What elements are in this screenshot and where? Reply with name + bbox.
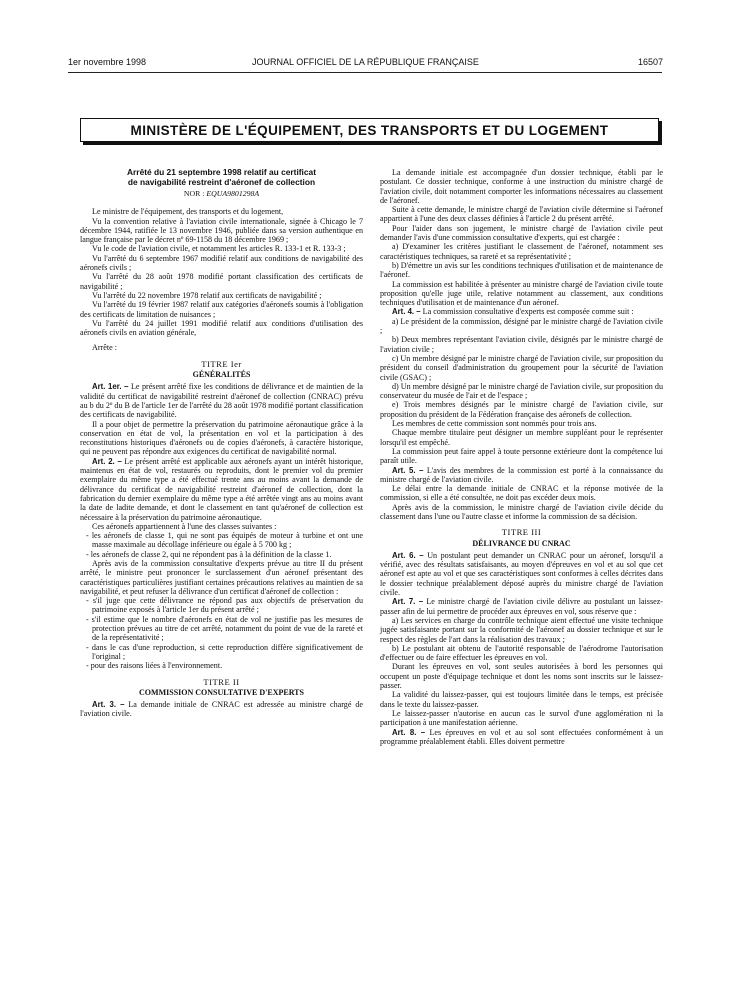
article-1-label: Art. 1er. – — [92, 382, 129, 392]
article-7-label: Art. 7. – — [392, 597, 424, 607]
paragraph: c) Un membre désigné par le ministre chargé de l'aviation civile, sur proposition du président du conseil d'administration du groupement pour la sécurité de l'aviation civile (GSAC) ; — [380, 353, 663, 382]
paragraph: Suite à cette demande, le ministre chargé de l'aviation civile détermine si l'aéronef appartient à l'une des deux classes définies à l'article 2 du présent arrêté. — [380, 205, 663, 224]
header-journal-name: JOURNAL OFFICIEL DE LA RÉPUBLIQUE FRANÇAISE — [252, 57, 479, 67]
paragraph: e) Trois membres désignés par le ministre chargé de l'aviation civile, sur proposition du président de la Fédération française des aéronefs de collection. — [380, 400, 663, 419]
article-8 — [380, 728, 663, 747]
intro-paragraph: Le ministre de l'équipement, des transports et du logement, — [92, 207, 284, 217]
titre-2-heading: TITRE II — [203, 676, 240, 687]
intro-paragraph: Vu l'arrêté du 19 février 1987 relatif aux catégories d'aéronefs soumis à l'obligation des certificats de limitation de nuisances ; — [80, 300, 363, 319]
article-1 — [80, 382, 363, 419]
article-5-text: L'avis des membres de la commission est porté à la connaissance du ministre chargé de l'aviation civile. — [380, 465, 663, 484]
article-3 — [80, 700, 363, 719]
paragraph: d) Un membre désigné par le ministre chargé de l'aviation civile, sur proposition du conservateur du musée de l'air et de l'espace ; — [380, 381, 663, 401]
titre-3-name: DÉLIVRANCE DU CNRAC — [472, 538, 571, 548]
article-4 — [380, 307, 663, 316]
intro-paragraph: Vu l'arrêté du 24 juillet 1991 modifié relatif aux conditions d'utilisation des aéronefs civils en aviation générale, — [80, 318, 363, 338]
decree-title-line2: de navigabilité restreint d'aéronef de collection — [127, 176, 316, 187]
nor-reference — [80, 189, 363, 198]
intro-paragraph: Vu le code de l'aviation civile, et notamment les articles R. 133-1 et R. 133-3 ; — [92, 244, 346, 254]
list-item: - s'il juge que cette délivrance ne répond pas aux objectifs de préservation du patrimoine exposés à l'article 1er du présent arrêté ; — [80, 596, 363, 615]
paragraph: Le laissez-passer n'autorise en aucun cas le survol d'une agglomération ni la participation à une manifestation aérienne. — [380, 708, 663, 728]
intro-paragraph: Vu l'arrêté du 28 août 1978 modifié portant classification des certificats de navigabilité ; — [80, 272, 363, 291]
article-2-classes-intro: Ces aéronefs appartiennent à l'une des classes suivantes : — [92, 521, 277, 531]
header-rule — [68, 72, 662, 73]
article-7-text: Le ministre chargé de l'aviation civile délivre au postulant un laissez-passer afin de lui permettre de procéder aux épreuves en vol, sous réserve que : — [380, 597, 663, 616]
list-item: - dans le cas d'une reproduction, si cette reproduction diffère significativement de l'original ; — [80, 643, 363, 662]
article-4-label: Art. 4. – — [392, 307, 421, 317]
paragraph: Chaque membre titulaire peut désigner un membre suppléant pour le représenter lorsqu'il est empêché. — [380, 428, 663, 447]
article-5-label: Art. 5. – — [392, 465, 424, 475]
paragraph: La commission peut faire appel à toute personne extérieure dont la compétence lui paraît utile. — [380, 446, 663, 466]
arrete-line: Arrête : — [92, 343, 117, 353]
article-1-text: Le présent arrêté fixe les conditions de délivrance et de maintien de la validité du certificat de navigabilité restreint d'aéronef de collection (CNRAC) prévu au b du 2º du B de l'article 1er de l'arrêté du 28 août 1978 modifié portant classification des certificats de navigabilité. — [80, 382, 364, 420]
intro-paragraph: Vu l'arrêté du 22 novembre 1978 relatif aux certificats de navigabilité ; — [92, 290, 322, 300]
header-page-number: 16507 — [637, 57, 663, 67]
header-date: 1er novembre 1998 — [68, 57, 147, 67]
paragraph: Durant les épreuves en vol, sont seules autorisées à bord les personnes qui occupent un poste d'équipage technique et dont les noms sont inscrits sur le laissez-passer. — [380, 662, 663, 691]
paragraph: a) Les services en charge du contrôle technique aient effectué une visite technique jugée satisfaisante portant sur la conformité de l'aéronef au dossier technique et sur le respect des règles de l'art dans la réalisation des travaux ; — [380, 615, 663, 644]
list-item: - pour des raisons liées à l'environnement. — [80, 661, 363, 670]
article-2-label: Art. 2. – — [92, 456, 122, 466]
left-column — [80, 168, 363, 719]
list-item: - les aéronefs de classe 1, qui ne sont pas équipés de moteur à turbine et ont une masse maximale au décollage inférieure ou égale à 5 700 kg ; — [80, 531, 363, 550]
article-3-text: La demande initiale de CNRAC est adressée au ministre chargé de l'aviation civile. — [80, 700, 363, 719]
article-2-classes-list — [80, 531, 363, 559]
intro-paragraph: Vu la convention relative à l'aviation civile internationale, signée à Chicago le 7 décembre 1944, ratifiée le 13 novembre 1946, publiée dans sa version authentique en langue française par le décret nº 69-1158 du 18 décembre 1969 ; — [80, 216, 363, 245]
titre-1-heading: TITRE Ier — [201, 358, 242, 369]
list-item: - les aéronefs de classe 2, qui ne répondent pas à la définition de la classe 1. — [80, 550, 363, 559]
paragraph: Pour l'aider dans son jugement, le ministre chargé de l'aviation civile peut demander l'avis d'une commission consultative d'experts, qui est chargée : — [380, 223, 663, 243]
paragraph: a) D'examiner les critères justifiant le classement de l'aéronef, notamment ses caractéristiques techniques, sa rareté et sa représentativité ; — [380, 242, 663, 261]
list-item: - s'il estime que le nombre d'aéronefs en état de vol ne justifie pas les mesures de protection prévues au titre de cet arrêté, notamment du point de vue de la rareté et de la représentativité ; — [80, 615, 363, 643]
ministry-title: MINISTÈRE DE L'ÉQUIPEMENT, DES TRANSPORTS ET DU LOGEMENT — [130, 122, 609, 138]
nor-label: NOR : — [183, 189, 205, 198]
article-6 — [380, 551, 663, 597]
titre-1-name: GÉNÉRALITÉS — [192, 370, 251, 380]
paragraph: b) D'émettre un avis sur les conditions techniques d'utilisation et de maintenance de l'aéronef. — [380, 260, 663, 280]
article-6-label: Art. 6. – — [392, 550, 424, 560]
article-6-text: Un postulant peut demander un CNRAC pour un aéronef, lorsqu'il a vérifié, avec des résultats satisfaisants, au moyen d'épreuves en vol et au sol que cet aéronef est apte au vol et que ses caractéristiques sont conformes à celles décrites dans le dossier technique préalablement déposé auprès du ministre chargé de l'aviation civile. — [380, 550, 663, 598]
article-7 — [380, 597, 663, 616]
nor-code: EQUA9801298A — [206, 189, 260, 198]
titre-3-heading: TITRE III — [501, 527, 542, 538]
intro-paragraph: Vu l'arrêté du 6 septembre 1967 modifié relatif aux conditions de navigabilité des aéronefs civils ; — [80, 253, 363, 273]
right-column — [380, 168, 663, 746]
titre-2-name: COMMISSION CONSULTATIVE D'EXPERTS — [139, 687, 304, 697]
decree-title-line1: Arrêté du 21 septembre 1998 relatif au certificat — [127, 167, 316, 177]
paragraph: La demande initiale est accompagnée d'un dossier technique, établi par le postulant. Ce dossier technique, conforme à une instruction du ministre chargé de l'aviation civile, doit notamment comporter les informations nécessaires au classement de l'aéronef. — [380, 168, 663, 205]
paragraph: b) Le postulant ait obtenu de l'autorité responsable de l'aérodrome l'autorisation d'effectuer ou de faire effectuer les épreuves en vol. — [380, 643, 663, 663]
paragraph: Les membres de cette commission sont nommés pour trois ans. — [392, 419, 597, 429]
article-3-label: Art. 3. – — [92, 700, 125, 710]
paragraph: Après avis de la commission, le ministre chargé de l'aviation civile décide du classement dans l'une ou l'autre classe et informe la commission de sa décision. — [380, 502, 663, 521]
ministry-title-box — [80, 118, 659, 142]
article-2 — [80, 457, 363, 522]
article-1-paragraph: Il a pour objet de permettre la préservation du patrimoine aéronautique grâce à la conservation en état de vol, la présentation en vol et la participation à des reconstitutions historiques d'aéronefs ou de copies d'aéronefs, à caractère historique, qui ne peuvent pas répondre aux exigences du certificat de navigabilité normal. — [80, 419, 363, 457]
article-4-text: La commission consultative d'experts est composée comme suit : — [422, 307, 634, 317]
article-2-paragraph: Après avis de la commission consultative d'experts prévue au titre II du présent arrêté, le ministre peut prononcer le surclassement d'un aéronef présentant des caractéristiques particulières justifiant certaines précautions relatives au maintien de sa navigabilité, et peut refuser la délivrance d'un certificat d'aéronef de collection : — [80, 558, 363, 596]
paragraph: La validité du laissez-passer, qui est toujours limitée dans le temps, est précisée dans le texte du laissez-passer. — [380, 690, 663, 709]
paragraph: La commission est habilitée à présenter au ministre chargé de l'aviation civile toute proposition qu'elle juge utile, relative notamment au classement, aux conditions techniques d'utilisation et de maintenance d'un aéronef. — [380, 279, 663, 308]
article-8-label: Art. 8. – — [392, 727, 426, 737]
page-header — [68, 57, 663, 71]
paragraph: a) Le président de la commission, désigné par le ministre chargé de l'aviation civile ; — [380, 316, 663, 336]
article-8-text: Les épreuves en vol et au sol sont effectuées conformément à un programme préalablement établi. Elles doivent permettre — [380, 727, 663, 746]
article-2-refusals-list — [80, 596, 363, 670]
paragraph: Le délai entre la demande initiale de CNRAC et la réponse motivée de la commission, si elle a été consultée, ne doit pas excéder deux mois. — [380, 484, 663, 503]
paragraph: b) Deux membres représentant l'aviation civile, désignés par le ministre chargé de l'aviation civile ; — [380, 335, 663, 354]
article-2-text: Le présent arrêté est applicable aux aéronefs ayant un intérêt historique, maintenus en état de vol, restaurés ou reproduits, dont le premier vol du premier exemplaire du même type a été effectué trente ans au moins avant la demande de délivrance du certificat de navigabilité restreint d'aéronef de collection, dont la fabrication du dernier exemplaire du même type a été arrêtée vingt ans au moins avant la date de ladite demande, et dont le classement en tant qu'aéronef de collection est nécessaire à la préservation du patrimoine aéronautique. — [80, 456, 363, 522]
article-5 — [380, 466, 663, 485]
